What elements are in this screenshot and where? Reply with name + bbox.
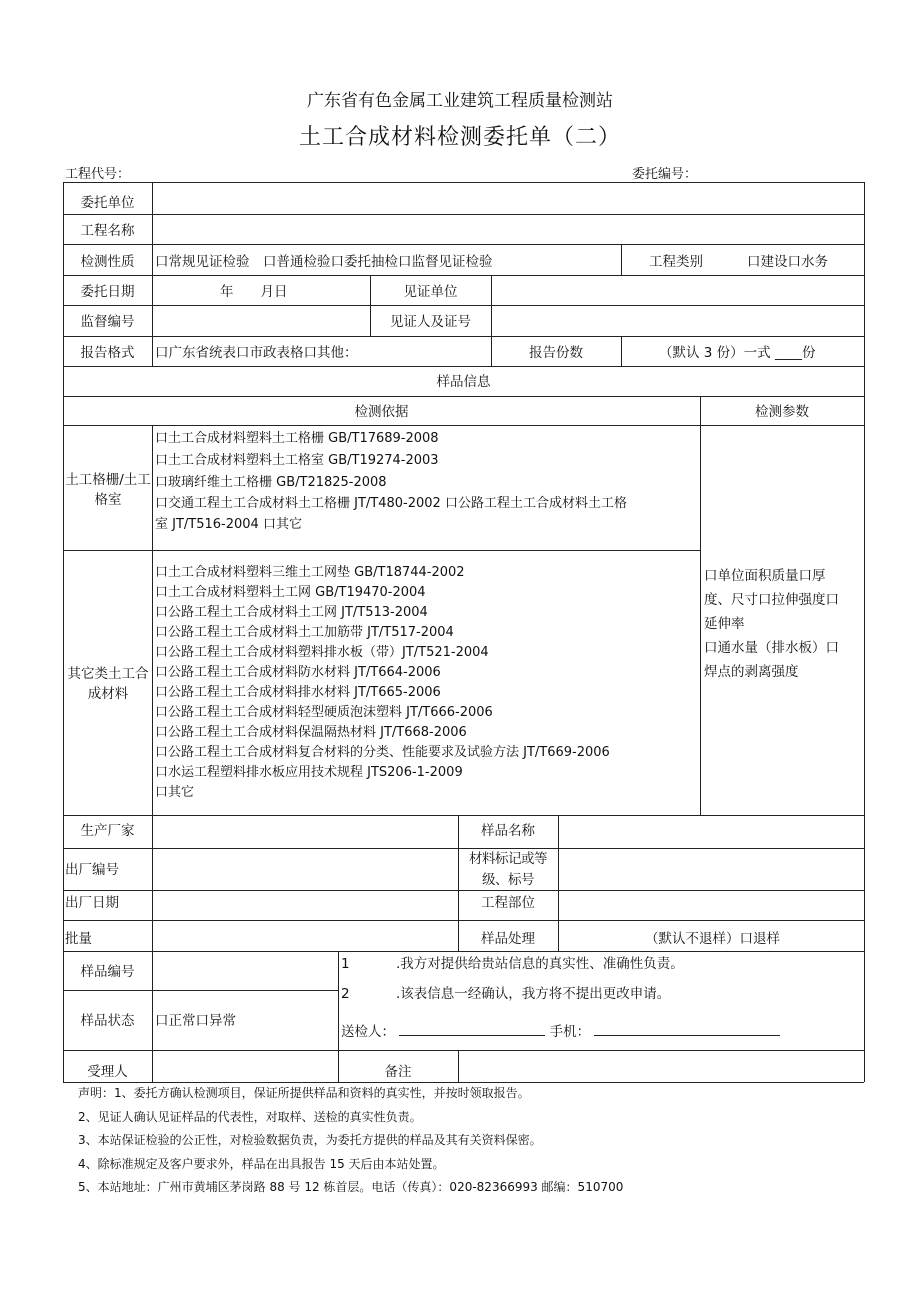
phone-label: 手机： (549, 1024, 591, 1040)
sample-name-label: 样品名称 (481, 823, 535, 839)
cat1-item[interactable]: 室 JT/T516-2004 口其它 (155, 517, 302, 532)
report-copies-value[interactable]: （默认 3 份）一式 ____份 (659, 345, 816, 361)
receiver-label: 受理人 (87, 1064, 128, 1080)
project-name-label: 工程名称 (80, 223, 135, 239)
params-header: 检测参数 (755, 404, 809, 420)
cat2-item[interactable]: 口公路工程土工合成材料塑料排水板（带）JT/T521-2004 (155, 645, 489, 660)
factory-date-label: 出厂日期 (65, 895, 119, 911)
param-line[interactable]: 口通水量（排水板）口 (704, 640, 839, 656)
cat2-item[interactable]: 口公路工程土工合成材料保温隔热材料 JT/T668-2006 (155, 725, 467, 740)
cat2-item[interactable]: 口公路工程土工合成材料防水材料 JT/T664-2006 (155, 665, 441, 680)
sample-handling-label: 样品处理 (481, 931, 535, 947)
param-line[interactable]: 延伸率 (704, 616, 745, 632)
cat2-item[interactable]: 口土工合成材料塑料土工网 GB/T19470-2004 (155, 585, 426, 600)
client-unit-label: 委托单位 (80, 195, 135, 211)
cat1-item[interactable]: 口玻璃纤维土工格栅 GB/T21825-2008 (155, 475, 387, 490)
remarks-label: 备注 (384, 1064, 412, 1080)
submitter-blank[interactable] (399, 1023, 545, 1036)
report-format-label: 报告格式 (80, 345, 135, 361)
cat2-item[interactable]: 口土工合成材料塑料三维土工网垫 GB/T18744-2002 (155, 565, 465, 580)
cat2-label: 其它类土工合成材料 (67, 666, 149, 702)
batch-label: 批量 (65, 931, 92, 947)
declaration-1-text: .我方对提供给贵站信息的真实性、准确性负责。 (396, 956, 684, 972)
declaration-2-text: .该表信息一经确认，我方将不提出更改申请。 (396, 986, 671, 1002)
form-title: 土工合成材料检测委托单（二） (298, 125, 621, 150)
cat2-item[interactable]: 口公路工程土工合成材料复合材料的分类、性能要求及试验方法 JT/T669-2006 (155, 745, 610, 760)
param-line[interactable]: 口单位面积质量口厚 (704, 568, 826, 584)
note-line: 2、见证人确认见证样品的代表性，对取样、送检的真实性负责。 (78, 1109, 422, 1124)
project-code-label: 工程代号： (65, 167, 131, 182)
sample-handling-value[interactable]: （默认不退样）口退样 (645, 931, 780, 947)
sample-info-title: 样品信息 (436, 374, 491, 390)
cat1-item[interactable]: 口土工合成材料塑料土工格室 GB/T19274-2003 (155, 453, 439, 468)
declaration-1-number: 1 (341, 956, 350, 972)
note-line: 3、本站保证检验的公正性，对检验数据负责，为委托方提供的样品及其有关资料保密。 (78, 1133, 542, 1147)
cat2-item[interactable]: 口公路工程土工合成材料土工加筋带 JT/T517-2004 (155, 625, 454, 640)
cat1-label: 土工格栅/土工格室 (65, 472, 151, 508)
param-line[interactable]: 度、尺寸口拉伸强度口 (704, 592, 839, 608)
commission-date-value[interactable]: 年 月日 (220, 284, 288, 300)
cat1-item[interactable]: 口交通工程土工合成材料土工格栅 JT/T480-2002 口公路工程土工合成材料土工格 (155, 496, 627, 511)
witness-unit-label: 见证单位 (403, 284, 458, 300)
sample-state-value[interactable]: 口正常口异常 (155, 1013, 236, 1029)
supervision-no-label: 监督编号 (80, 314, 135, 330)
project-type-options[interactable]: 口建设口水务 (747, 254, 828, 270)
submitter-field[interactable] (341, 1023, 780, 1041)
declaration-2-number: 2 (341, 986, 350, 1002)
project-type-label: 工程类别 (649, 254, 703, 270)
witness-person-label: 见证人及证号 (390, 314, 471, 330)
note-line: 4、除标准规定及客户要求外，样品在出具报告 15 天后由本站处置。 (78, 1156, 445, 1171)
test-nature-options[interactable]: 口常规见证检验 口普通检验口委托抽检口监督见证检验 (155, 254, 493, 270)
project-part-label: 工程部位 (481, 895, 535, 911)
cat2-item[interactable]: 口水运工程塑料排水板应用技术规程 JTS206-1-2009 (155, 765, 463, 780)
param-line[interactable]: 焊点的剥离强度 (704, 664, 799, 680)
phone-blank[interactable] (594, 1023, 780, 1036)
material-mark-label: 材料标记或等级、标号 (469, 851, 547, 888)
cat2-item[interactable]: 口公路工程土工合成材料土工网 JT/T513-2004 (155, 605, 428, 620)
cat2-item[interactable]: 口公路工程土工合成材料轻型硬质泡沫塑料 JT/T666-2006 (155, 705, 493, 720)
note-line: 声明：1、委托方确认检测项目，保证所提供样品和资料的真实性，并按时领取报告。 (78, 1086, 530, 1100)
test-nature-label: 检测性质 (80, 254, 135, 270)
cat2-item[interactable]: 口其它 (155, 785, 195, 800)
note-line: 5、本站地址：广州市黄埔区茅岗路 88 号 12 栋首层。电话（传真）：020-82366993 邮编：510700 (78, 1180, 624, 1194)
commission-date-label: 委托日期 (80, 284, 135, 300)
factory-no-label: 出厂编号 (65, 862, 119, 878)
sample-no-label: 样品编号 (80, 964, 135, 980)
notes-section (78, 1082, 623, 1200)
sample-state-label: 样品状态 (80, 1013, 135, 1029)
submitter-label: 送检人： (341, 1024, 395, 1040)
report-copies-label: 报告份数 (529, 345, 583, 361)
org-name: 广东省有色金属工业建筑工程质量检测站 (307, 91, 613, 111)
commission-no-label: 委托编号： (632, 167, 698, 182)
basis-header: 检测依据 (354, 404, 409, 420)
cat1-item[interactable]: 口土工合成材料塑料土工格栅 GB/T17689-2008 (155, 431, 439, 446)
report-format-options[interactable]: 口广东省统表口市政表格口其他： (155, 345, 358, 361)
form-table (63, 182, 864, 1082)
manufacturer-label: 生产厂家 (80, 823, 135, 839)
cat2-item[interactable]: 口公路工程土工合成材料排水材料 JT/T665-2006 (155, 685, 441, 700)
